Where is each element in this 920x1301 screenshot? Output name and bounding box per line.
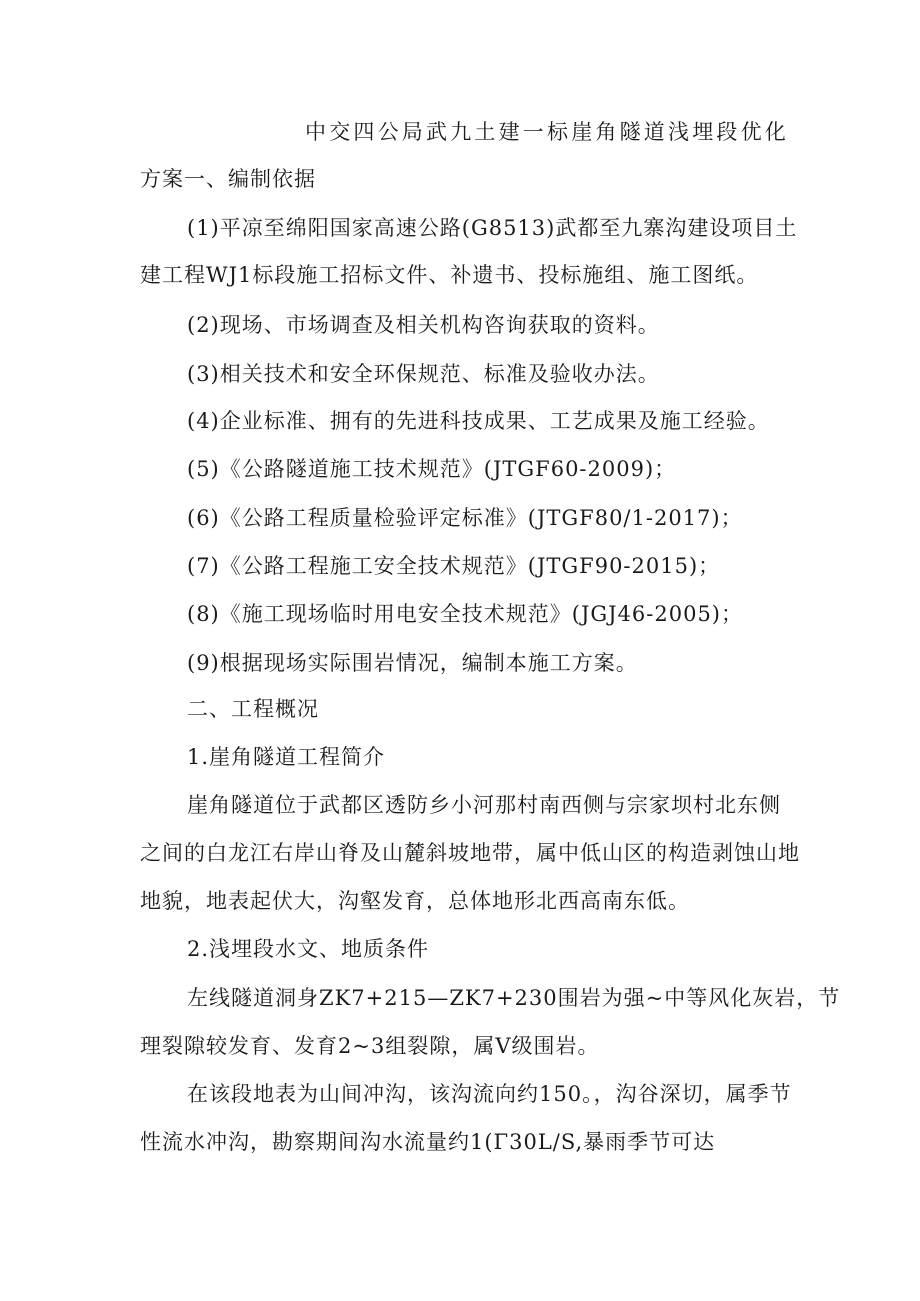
- paragraph-line: 建工程WJ1标段施工招标文件、补遗书、投标施组、施工图纸。: [140, 263, 759, 287]
- paragraph-line: 左线隧道洞身ZK7+215—ZK7+230围岩为强~中等风化灰岩，节: [187, 986, 841, 1010]
- paragraph-line: 之间的白龙江右岸山脊及山麓斜坡地带，属中低山区的构造剥蚀山地: [140, 841, 800, 865]
- paragraph-line: (2)现场、市场调查及相关机构咨询获取的资料。: [187, 313, 660, 337]
- paragraph-line: 性流水冲沟，勘察期间沟水流量约1(Γ30L/S,暴雨季节可达: [140, 1130, 716, 1154]
- paragraph-line: (8)《施工现场临时用电安全技术规范》(JGJ46-2005)；: [187, 602, 744, 626]
- section-heading-basis: 方案一、编制依据: [140, 167, 316, 191]
- subsection-heading: 1.崖角隧道工程简介: [187, 745, 386, 769]
- section-heading-overview: 二、工程概况: [187, 697, 319, 721]
- paragraph-line: 崖角隧道位于武都区透防乡小河那村南西侧与宗家坝村北东侧: [187, 793, 781, 817]
- paragraph-line: (5)《公路隧道施工技术规范》(JTGF60-2009)；: [187, 457, 677, 481]
- paragraph-line: (6)《公路工程质量检验评定标准》(JTGF80/1-2017)；: [187, 506, 743, 530]
- paragraph-line: 在该段地表为山间冲沟，该沟流向约150。，沟谷深切，属季节: [187, 1082, 792, 1106]
- paragraph-line: (3)相关技术和安全环保规范、标准及验收办法。: [187, 362, 660, 386]
- subsection-heading: 2.浅埋段水文、地质条件: [187, 937, 430, 961]
- paragraph-line: (7)《公路工程施工安全技术规范》(JTGF90-2015)；: [187, 554, 721, 578]
- document-title: 中交四公局武九土建一标崖角隧道浅埋段优化: [305, 120, 789, 144]
- paragraph-line: (4)企业标准、拥有的先进科技成果、工艺成果及施工经验。: [187, 409, 770, 433]
- paragraph-line: (1)平凉至绵阳国家高速公路(G8513)武都至九寨沟建设项目土: [187, 216, 798, 240]
- paragraph-line: 理裂隙较发育、发育2~3组裂隙，属V级围岩。: [140, 1034, 600, 1058]
- paragraph-line: (9)根据现场实际围岩情况，编制本施工方案。: [187, 651, 638, 675]
- paragraph-line: 地貌，地表起伏大，沟壑发育，总体地形北西高南东低。: [140, 889, 690, 913]
